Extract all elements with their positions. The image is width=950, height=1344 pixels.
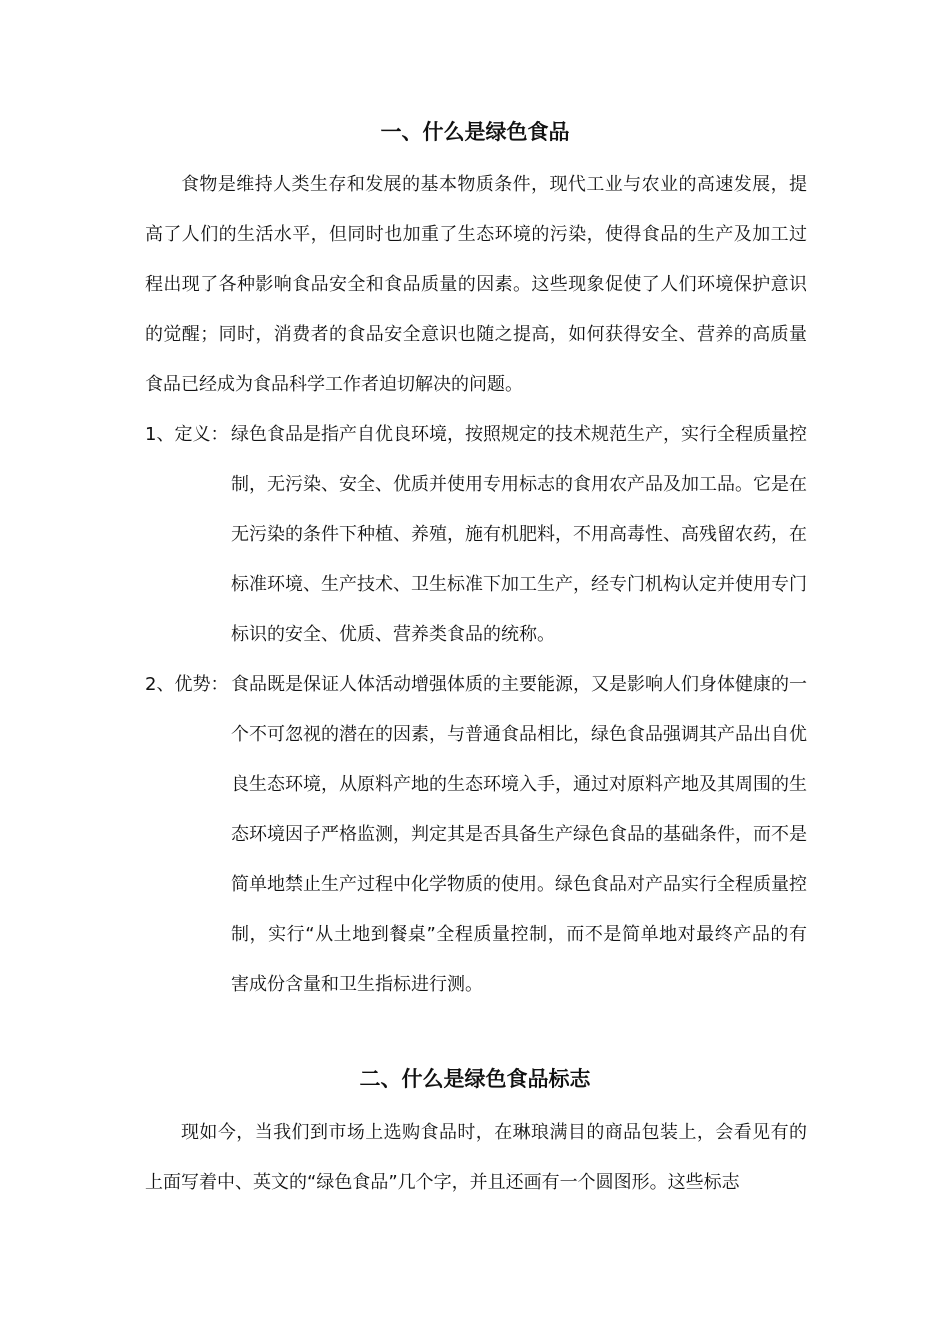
definition-text: 绿色食品是指产自优良环境，按照规定的技术规范生产，实行全程质量控制，无污染、安全、优质并使用专用标志的食用农产品及加工品。它是在无污染的条件下种植、养殖，施有机肥料，不用高毒性、高残留农药，在标准环境、生产技术、卫生标准下加工生产，经专门机构认定并使用专门标识的安全、优质、营养类食品的统称。 <box>231 424 807 645</box>
section-1-intro-paragraph: 食物是维持人类生存和发展的基本物质条件，现代工业与农业的高速发展，提高了人们的生活水平，但同时也加重了生态环境的污染，使得食品的生产及加工过程出现了各种影响食品安全和食品质量的因素。这些现象促使了人们环境保护意识的觉醒；同时，消费者的食品安全意识也随之提高，如何获得安全、营养的高质量食品已经成为食品科学工作者迫切解决的问题。 <box>145 174 807 395</box>
section-1-heading: 一、什么是绿色食品 <box>380 120 570 144</box>
section-2-heading: 二、什么是绿色食品标志 <box>359 1067 591 1091</box>
advantage-item <box>145 660 807 1010</box>
advantage-text: 食品既是保证人体活动增强体质的主要能源，又是影响人们身体健康的一个不可忽视的潜在的因素，与普通食品相比，绿色食品强调其产品出自优良生态环境，从原料产地的生态环境入手，通过对原料产地及其周围的生态环境因子严格监测，判定其是否具备生产绿色食品的基础条件，而不是简单地禁止生产过程中化学物质的使用。绿色食品对产品实行全程质量控制，实行“从土地到餐桌”全程质量控制，而不是简单地对最终产品的有害成份含量和卫生指标进行测。 <box>231 674 807 995</box>
section-2-intro-paragraph: 现如今，当我们到市场上选购食品时，在琳琅满目的商品包装上，会看见有的上面写着中、英文的“绿色食品”几个字，并且还画有一个圆图形。这些标志 <box>145 1122 807 1193</box>
definition-item <box>145 410 807 660</box>
advantage-label: 2、优势： <box>145 674 229 695</box>
definition-label: 1、定义： <box>145 424 229 445</box>
